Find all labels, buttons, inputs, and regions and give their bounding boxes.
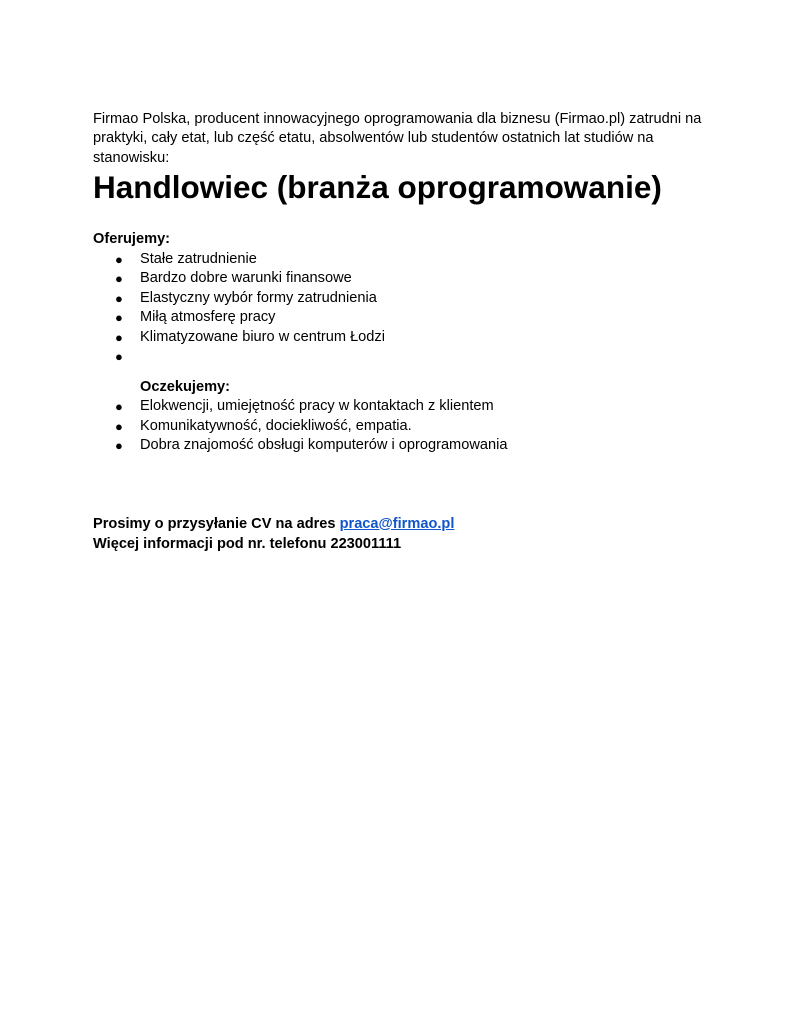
bullet-icon: ● (115, 418, 123, 434)
offer-heading: Oferujemy: (93, 231, 171, 248)
bullet-icon: ● (115, 438, 123, 454)
bullet-icon: ● (115, 290, 123, 306)
phone-line: Więcej informacji pod nr. telefonu 223001111 (93, 535, 402, 552)
bullet-icon: ● (115, 310, 123, 326)
list-item (93, 308, 713, 328)
intro-paragraph: Firmao Polska, producent innowacyjnego oprogramowania dla biznesu (Firmao.pl) zatrudni na praktyki, cały etat, lub część etatu, absolwentów lub studentów ostatnich lat studiów na stanowisku: (93, 111, 702, 166)
bullet-icon: ● (115, 251, 123, 267)
list-item-text: Miłą atmosferę pracy (140, 309, 276, 326)
bullet-icon: ● (115, 271, 123, 287)
contact-section (93, 514, 713, 554)
list-item-text: Stałe zatrudnienie (140, 250, 257, 267)
bullet-icon: ● (115, 349, 123, 365)
bullet-icon: ● (115, 329, 123, 345)
cv-line (93, 514, 713, 534)
cv-text: Prosimy o przysyłanie CV na adres (93, 515, 336, 532)
list-item (93, 397, 713, 417)
list-item (93, 269, 713, 289)
document-page (93, 110, 713, 554)
list-item (93, 417, 713, 437)
list-item-text: Elastyczny wybór formy zatrudnienia (140, 289, 377, 306)
list-item-text: Bardzo dobre warunki finansowe (140, 270, 352, 287)
list-item-text: Klimatyzowane biuro w centrum Łodzi (140, 328, 385, 345)
list-item (93, 436, 713, 456)
list-item-text: Elokwencji, umiejętność pracy w kontaktach z klientem (140, 398, 494, 415)
offer-list (93, 250, 713, 367)
expect-heading: Oczekujemy: (140, 378, 231, 395)
list-item (93, 289, 713, 309)
expect-list (93, 397, 713, 456)
list-item-text: Komunikatywność, dociekliwość, empatia. (140, 417, 412, 434)
bullet-icon: ● (115, 399, 123, 415)
job-title: Handlowiec (branża oprogramowanie) (93, 169, 662, 206)
list-item (93, 347, 713, 367)
list-item (93, 328, 713, 348)
email-link[interactable]: praca@firmao.pl (339, 515, 455, 532)
list-item-text: Dobra znajomość obsługi komputerów i oprogramowania (140, 437, 508, 454)
list-item (93, 250, 713, 270)
